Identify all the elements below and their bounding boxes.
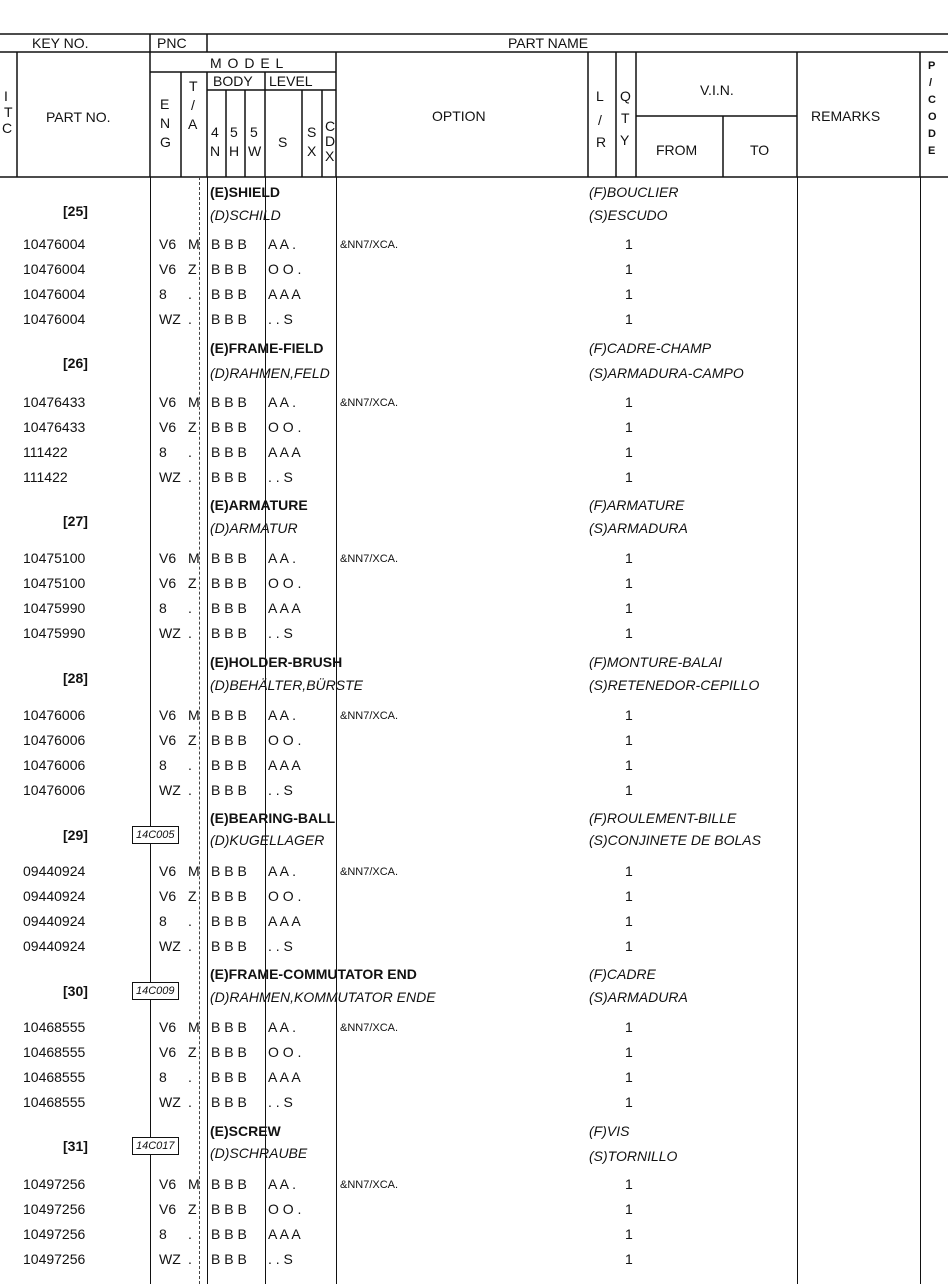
engine-code: V6 [159, 888, 177, 904]
level-codes: O O . [268, 575, 302, 591]
part-name-german: (D)SCHRAUBE [210, 1145, 308, 1161]
part-number: 10476006 [23, 732, 86, 748]
part-name-german: (D)SCHILD [210, 207, 281, 223]
level-codes: A A . [268, 550, 297, 566]
vin-from-header: FROM [656, 142, 698, 158]
transaxle-code: M [188, 863, 200, 879]
part-name-english: (E)ARMATURE [210, 497, 308, 513]
body-codes: B B B [211, 1176, 247, 1192]
part-name-french: (F)VIS [589, 1123, 630, 1139]
body-codes: B B B [211, 625, 247, 641]
level-codes: A A . [268, 236, 297, 252]
body-codes: B B B [211, 311, 247, 327]
part-number: 10476006 [23, 757, 86, 773]
engine-code: V6 [159, 1044, 177, 1060]
part-name-german: (D)KUGELLAGER [210, 832, 325, 848]
option-header: OPTION [432, 108, 486, 124]
lr-header-slash: / [598, 112, 602, 128]
part-number: 111422 [23, 469, 68, 485]
level-codes: A A A [268, 600, 301, 616]
quantity: 1 [625, 888, 633, 904]
part-number: 111422 [23, 444, 68, 460]
part-name-spanish: (S)ESCUDO [589, 207, 668, 223]
quantity: 1 [625, 782, 633, 798]
body-codes: B B B [211, 1019, 247, 1035]
transaxle-code: Z [188, 888, 197, 904]
body-codes: B B B [211, 707, 247, 723]
part-number: 10475990 [23, 600, 86, 616]
quantity: 1 [625, 1176, 633, 1192]
level-codes: . . S [268, 311, 293, 327]
body-codes: B B B [211, 1201, 247, 1217]
level-codes: A A A [268, 444, 301, 460]
quantity: 1 [625, 732, 633, 748]
quantity: 1 [625, 444, 633, 460]
transaxle-code: . [188, 311, 192, 327]
body-codes: B B B [211, 1069, 247, 1085]
ta-header-a: A [188, 116, 198, 132]
model-header: M O D E L [210, 55, 285, 71]
body-codes: B B B [211, 444, 247, 460]
engine-code: WZ [159, 938, 181, 954]
quantity: 1 [625, 286, 633, 302]
level-col-cdx-d: D [325, 133, 336, 149]
transaxle-code: . [188, 938, 192, 954]
transaxle-code: . [188, 625, 192, 641]
part-number: 10476004 [23, 261, 86, 277]
quantity: 1 [625, 419, 633, 435]
ta-column-dashed-rule [199, 177, 201, 1284]
part-name-english: (E)HOLDER-BRUSH [210, 654, 343, 670]
level-codes: O O . [268, 888, 302, 904]
eng-header-n: N [160, 115, 171, 131]
pcode-header-d: D [928, 128, 936, 140]
part-name-german: (D)RAHMEN,KOMMUTATOR ENDE [210, 989, 436, 1005]
body-codes: B B B [211, 1044, 247, 1060]
part-name-french: (F)BOUCLIER [589, 184, 679, 200]
part-name-english: (E)SHIELD [210, 184, 280, 200]
engine-code: WZ [159, 1251, 181, 1267]
part-name-french: (F)CADRE-CHAMP [589, 340, 712, 356]
key-no: [28] [63, 670, 88, 686]
part-number: 10476433 [23, 394, 86, 410]
engine-code: 8 [159, 1069, 167, 1085]
engine-code: V6 [159, 707, 177, 723]
level-codes: O O . [268, 261, 302, 277]
engine-code: V6 [159, 1019, 177, 1035]
body-col-5w-w: W [248, 143, 262, 159]
pnc-code-box: 14C009 [132, 982, 179, 1000]
part-name-english: (E)BEARING-BALL [210, 810, 336, 826]
body-codes: B B B [211, 757, 247, 773]
body-col-4: 4 [211, 124, 219, 140]
transaxle-code: Z [188, 419, 197, 435]
quantity: 1 [625, 575, 633, 591]
transaxle-code: Z [188, 261, 197, 277]
engine-code: V6 [159, 419, 177, 435]
body-codes: B B B [211, 888, 247, 904]
part-number: 10468555 [23, 1044, 86, 1060]
part-number: 10468555 [23, 1019, 86, 1035]
engine-code: 8 [159, 1226, 167, 1242]
body-codes: B B B [211, 419, 247, 435]
part-number: 10476433 [23, 419, 86, 435]
body-col-4-n: N [210, 143, 221, 159]
qty-header-y: Y [620, 132, 630, 148]
part-number: 09440924 [23, 913, 86, 929]
body-col-5h-h: H [229, 143, 240, 159]
level-codes: A A . [268, 1176, 297, 1192]
engine-code: 8 [159, 444, 167, 460]
engine-code: V6 [159, 236, 177, 252]
part-number: 10476006 [23, 782, 86, 798]
level-codes: A A A [268, 1069, 301, 1085]
part-number: 10476004 [23, 286, 86, 302]
part-number: 10475100 [23, 550, 86, 566]
level-codes: O O . [268, 732, 302, 748]
option-code: &NN7/XCA. [340, 710, 399, 722]
transaxle-code: . [188, 913, 192, 929]
level-col-cdx-c: C [325, 118, 336, 134]
lr-header-r: R [596, 134, 607, 150]
level-col-s: S [278, 134, 288, 150]
level-codes: . . S [268, 1251, 293, 1267]
qty-header-q: Q [620, 88, 631, 104]
transaxle-code: . [188, 469, 192, 485]
transaxle-code: Z [188, 1044, 197, 1060]
level-codes: O O . [268, 1044, 302, 1060]
part-name-spanish: (S)CONJINETE DE BOLAS [589, 832, 761, 848]
itc-header-i: I [4, 88, 8, 104]
level-codes: . . S [268, 1094, 293, 1110]
transaxle-code: M [188, 1019, 200, 1035]
quantity: 1 [625, 1094, 633, 1110]
itc-header-c: C [2, 120, 13, 136]
level-codes: O O . [268, 419, 302, 435]
part-name-header: PART NAME [508, 35, 589, 51]
level-header: LEVEL [269, 73, 313, 89]
quantity: 1 [625, 1201, 633, 1217]
level-codes: A A A [268, 286, 301, 302]
transaxle-code: . [188, 1251, 192, 1267]
body-codes: B B B [211, 1094, 247, 1110]
key-no: [31] [63, 1138, 88, 1154]
pcode-header-o: O [928, 111, 937, 123]
option-code: &NN7/XCA. [340, 397, 399, 409]
engine-code: V6 [159, 863, 177, 879]
level-col-sx-x: X [307, 143, 317, 159]
pnc-header: PNC [157, 35, 187, 51]
body-codes: B B B [211, 1226, 247, 1242]
transaxle-code: M [188, 707, 200, 723]
key-no: [26] [63, 355, 88, 371]
part-number: 10475990 [23, 625, 86, 641]
part-name-english: (E)SCREW [210, 1123, 281, 1139]
engine-code: 8 [159, 913, 167, 929]
quantity: 1 [625, 913, 633, 929]
part-name-german: (D)BEHÄLTER,BÜRSTE [210, 677, 363, 693]
pcode-header-e: E [928, 145, 936, 157]
level-codes: . . S [268, 782, 293, 798]
body-codes: B B B [211, 575, 247, 591]
transaxle-code: . [188, 782, 192, 798]
part-number: 10497256 [23, 1226, 86, 1242]
part-name-spanish: (S)RETENEDOR-CEPILLO [589, 677, 760, 693]
quantity: 1 [625, 938, 633, 954]
option-column-rule [336, 177, 337, 1284]
quantity: 1 [625, 394, 633, 410]
level-codes: A A . [268, 863, 297, 879]
option-code: &NN7/XCA. [340, 553, 399, 565]
quantity: 1 [625, 757, 633, 773]
quantity: 1 [625, 311, 633, 327]
key-no: [30] [63, 983, 88, 999]
body-header: BODY [213, 73, 253, 89]
body-codes: B B B [211, 913, 247, 929]
remarks-header: REMARKS [811, 108, 881, 124]
quantity: 1 [625, 550, 633, 566]
quantity: 1 [625, 1226, 633, 1242]
part-name-spanish: (S)ARMADURA [589, 520, 688, 536]
body-codes: B B B [211, 550, 247, 566]
transaxle-code: M [188, 550, 200, 566]
quantity: 1 [625, 1044, 633, 1060]
body-column-rule [207, 177, 208, 1284]
engine-code: V6 [159, 1176, 177, 1192]
part-name-spanish: (S)TORNILLO [589, 1148, 678, 1164]
part-no-header: PART NO. [46, 109, 111, 125]
level-col-cdx-x: X [325, 148, 335, 164]
remarks-column-rule [797, 177, 798, 1284]
part-number: 09440924 [23, 863, 86, 879]
body-col-5h: 5 [230, 124, 238, 140]
transaxle-code: M [188, 394, 200, 410]
quantity: 1 [625, 625, 633, 641]
quantity: 1 [625, 1019, 633, 1035]
body-codes: B B B [211, 1251, 247, 1267]
eng-column-rule [150, 177, 151, 1284]
part-name-french: (F)ROULEMENT-BILLE [589, 810, 737, 826]
body-codes: B B B [211, 394, 247, 410]
level-col-sx-s: S [307, 124, 317, 140]
transaxle-code: . [188, 444, 192, 460]
engine-code: 8 [159, 757, 167, 773]
engine-code: WZ [159, 1094, 181, 1110]
pnc-code-box: 14C017 [132, 1137, 179, 1155]
option-code: &NN7/XCA. [340, 866, 399, 878]
transaxle-code: . [188, 1226, 192, 1242]
part-name-french: (F)ARMATURE [589, 497, 685, 513]
transaxle-code: . [188, 286, 192, 302]
part-number: 10476004 [23, 311, 86, 327]
eng-header-e: E [160, 96, 170, 112]
body-codes: B B B [211, 261, 247, 277]
body-codes: B B B [211, 286, 247, 302]
transaxle-code: . [188, 1094, 192, 1110]
engine-code: V6 [159, 394, 177, 410]
engine-code: WZ [159, 625, 181, 641]
quantity: 1 [625, 707, 633, 723]
quantity: 1 [625, 1251, 633, 1267]
pcode-header-c: C [928, 94, 936, 106]
option-code: &NN7/XCA. [340, 1022, 399, 1034]
level-codes: A A A [268, 1226, 301, 1242]
part-name-french: (F)MONTURE-BALAI [589, 654, 722, 670]
body-codes: B B B [211, 782, 247, 798]
part-name-french: (F)CADRE [589, 966, 656, 982]
qty-header-t: T [621, 110, 630, 126]
pcode-header-slash: / [929, 77, 933, 89]
quantity: 1 [625, 1069, 633, 1085]
transaxle-code: M [188, 1176, 200, 1192]
body-codes: B B B [211, 469, 247, 485]
level-codes: . . S [268, 625, 293, 641]
quantity: 1 [625, 600, 633, 616]
pcode-header-p: P [928, 60, 936, 72]
transaxle-code: Z [188, 1201, 197, 1217]
body-col-5w: 5 [250, 124, 258, 140]
part-name-english: (E)FRAME-FIELD [210, 340, 324, 356]
engine-code: V6 [159, 732, 177, 748]
vin-to-header: TO [750, 142, 770, 158]
body-codes: B B B [211, 938, 247, 954]
vin-header: V.I.N. [700, 82, 734, 98]
transaxle-code: . [188, 1069, 192, 1085]
body-codes: B B B [211, 600, 247, 616]
part-number: 09440924 [23, 938, 86, 954]
part-number: 09440924 [23, 888, 86, 904]
level-codes: A A . [268, 1019, 297, 1035]
body-codes: B B B [211, 732, 247, 748]
engine-code: WZ [159, 469, 181, 485]
part-name-german: (D)RAHMEN,FELD [210, 365, 330, 381]
transaxle-code: Z [188, 732, 197, 748]
engine-code: WZ [159, 782, 181, 798]
option-code: &NN7/XCA. [340, 239, 399, 251]
level-codes: A A A [268, 757, 301, 773]
quantity: 1 [625, 236, 633, 252]
engine-code: 8 [159, 600, 167, 616]
transaxle-code: . [188, 600, 192, 616]
part-number: 10476004 [23, 236, 86, 252]
engine-code: V6 [159, 550, 177, 566]
transaxle-code: M [188, 236, 200, 252]
transaxle-code: . [188, 757, 192, 773]
level-codes: A A . [268, 707, 297, 723]
engine-code: 8 [159, 286, 167, 302]
engine-code: V6 [159, 261, 177, 277]
level-codes: . . S [268, 469, 293, 485]
engine-code: V6 [159, 575, 177, 591]
body-codes: B B B [211, 236, 247, 252]
part-name-german: (D)ARMATUR [210, 520, 298, 536]
part-number: 10497256 [23, 1176, 86, 1192]
level-codes: . . S [268, 938, 293, 954]
part-number: 10497256 [23, 1201, 86, 1217]
quantity: 1 [625, 469, 633, 485]
quantity: 1 [625, 863, 633, 879]
part-number: 10476006 [23, 707, 86, 723]
level-codes: O O . [268, 1201, 302, 1217]
part-name-english: (E)FRAME-COMMUTATOR END [210, 966, 417, 982]
pnc-code-box: 14C005 [132, 826, 179, 844]
part-number: 10475100 [23, 575, 86, 591]
key-no: [27] [63, 513, 88, 529]
engine-code: V6 [159, 1201, 177, 1217]
ta-header-t: T [189, 78, 198, 94]
part-name-spanish: (S)ARMADURA [589, 989, 688, 1005]
key-no-header: KEY NO. [32, 35, 89, 51]
level-codes: A A . [268, 394, 297, 410]
level-codes: A A A [268, 913, 301, 929]
key-no: [25] [63, 203, 88, 219]
option-code: &NN7/XCA. [340, 1179, 399, 1191]
lr-header-l: L [596, 88, 604, 104]
part-number: 10497256 [23, 1251, 86, 1267]
engine-code: WZ [159, 311, 181, 327]
ta-header-slash: / [191, 97, 195, 113]
part-number: 10468555 [23, 1069, 86, 1085]
pcode-column-rule [920, 177, 921, 1284]
part-number: 10468555 [23, 1094, 86, 1110]
transaxle-code: Z [188, 575, 197, 591]
eng-header-g: G [160, 134, 171, 150]
key-no: [29] [63, 827, 88, 843]
part-name-spanish: (S)ARMADURA-CAMPO [589, 365, 744, 381]
quantity: 1 [625, 261, 633, 277]
itc-header-t: T [4, 104, 13, 120]
body-codes: B B B [211, 863, 247, 879]
